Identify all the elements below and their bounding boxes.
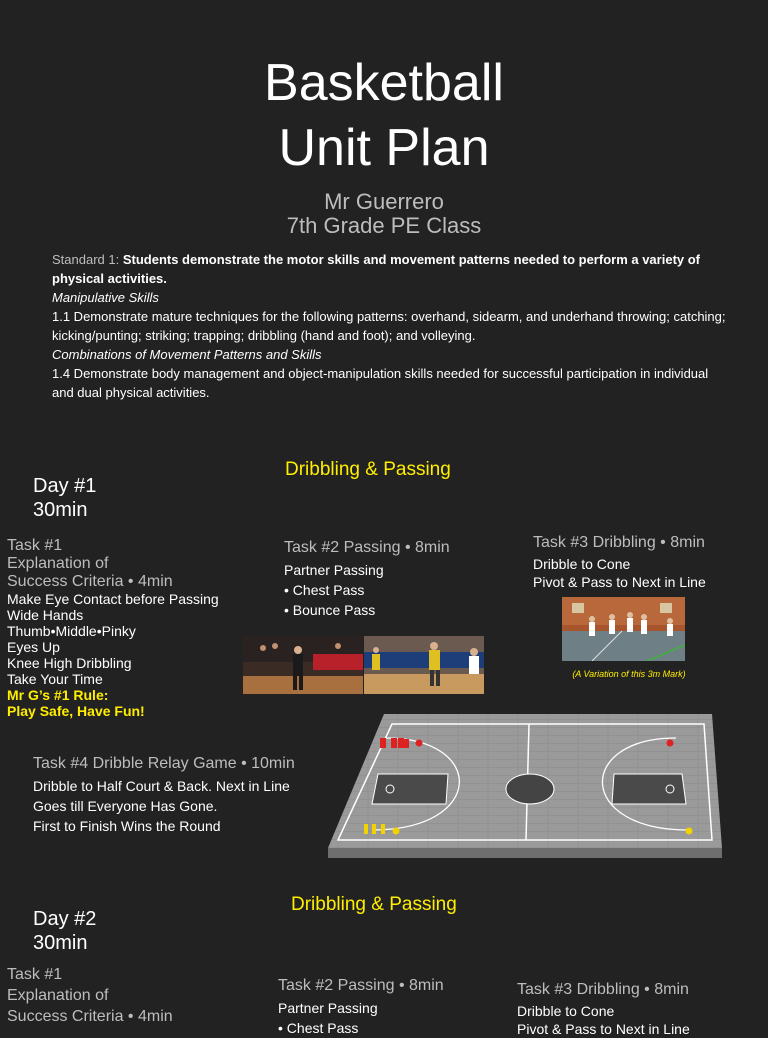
day2-task2-item: Partner Passing <box>278 1000 378 1016</box>
day1-label: Day #1 <box>33 475 97 497</box>
day1-task3-item: Pivot & Pass to Next in Line <box>533 574 706 590</box>
passing-photo-2-graphic <box>364 636 484 694</box>
criteria-item: Make Eye Contact before Passing <box>7 591 219 607</box>
day1-task4-item: Dribble to Half Court & Back. Next in Line <box>33 778 290 794</box>
standard-sub1-text: 1.1 Demonstrate mature techniques for the following patterns: overhand, sidearm, and underhand throwing; catching; kicking/punting; striking; trapping; dribbling (hand and foot); and volleying. <box>52 309 726 343</box>
day2-task2-item: • Chest Pass <box>278 1020 359 1036</box>
page-title-line2: Unit Plan <box>278 119 490 177</box>
standard-sub2-text: 1.4 Demonstrate body management and object-manipulation skills needed for successful participation in individual and dual physical activities. <box>52 366 709 400</box>
dribbling-photo <box>562 597 685 661</box>
day1-task2-header: Task #2 Passing • 8min <box>284 539 450 556</box>
day1-task4 <box>33 755 333 836</box>
standard-sub2-title: Combinations of Movement Patterns and Skills <box>52 347 322 362</box>
dribbling-photo-caption: (A Variation of this 3m Mark) <box>572 669 686 679</box>
day2-task3-item: Dribble to Cone <box>517 1003 615 1019</box>
criteria-item: Thumb•Middle•Pinky <box>7 623 136 639</box>
rule-line1: Mr G’s #1 Rule: <box>7 687 109 703</box>
day2-task2-header: Task #2 Passing • 8min <box>278 977 444 994</box>
day2-task1-line3: Success Criteria • 4min <box>7 1008 173 1025</box>
rule-line2: Play Safe, Have Fun! <box>7 703 145 719</box>
day1-task2 <box>284 539 504 620</box>
day2-task1 <box>7 964 247 1027</box>
criteria-item: Eyes Up <box>7 639 60 655</box>
court-diagram <box>326 712 724 862</box>
page-title: Basketball <box>264 54 504 112</box>
criteria-item: Knee High Dribbling <box>7 655 132 671</box>
day1-task2-item: • Chest Pass <box>284 582 365 598</box>
day1-task3 <box>533 534 763 591</box>
day1-duration: 30min <box>33 499 88 521</box>
day1-task1-line2: Explanation of <box>7 555 109 572</box>
center-circle <box>506 774 554 804</box>
day1-task4-item: First to Finish Wins the Round <box>33 818 221 834</box>
passing-photo-2 <box>364 636 484 694</box>
day1-task4-item: Goes till Everyone Has Gone. <box>33 798 218 814</box>
criteria-item: Wide Hands <box>7 607 84 623</box>
day2-task3-header: Task #3 Dribbling • 8min <box>517 981 689 998</box>
day2-task2 <box>278 977 508 1038</box>
day2-task3 <box>517 981 757 1038</box>
day2-task1-label: Task #1 <box>7 966 63 983</box>
day2-task1-line2: Explanation of <box>7 987 109 1004</box>
standard-statement: Students demonstrate the motor skills and movement patterns needed to perform a variety of physical activities. <box>52 252 701 286</box>
criteria-item: Take Your Time <box>7 671 103 687</box>
day1-section-title: Dribbling & Passing <box>285 459 451 480</box>
day1-task3-header: Task #3 Dribbling • 8min <box>533 534 705 551</box>
passing-photo-1-graphic <box>243 636 363 694</box>
day1-task1-line3: Success Criteria • 4min <box>7 573 173 590</box>
day1-task2-item: Partner Passing <box>284 562 384 578</box>
day2-section-title: Dribbling & Passing <box>291 894 457 915</box>
day1-task1-label: Task #1 <box>7 537 63 554</box>
standard-block <box>52 250 732 402</box>
class-name: 7th Grade PE Class <box>286 213 482 238</box>
passing-photo-1 <box>243 636 363 694</box>
day2-duration: 30min <box>33 932 88 954</box>
standard-label: Standard 1: <box>52 252 123 267</box>
day2-label: Day #2 <box>33 908 97 930</box>
day1-task3-item: Dribble to Cone <box>533 556 631 572</box>
standard-sub1-title: Manipulative Skills <box>52 290 159 305</box>
teacher-name: Mr Guerrero <box>324 189 444 214</box>
dribbling-photo-graphic <box>562 597 685 661</box>
day2-task3-item: Pivot & Pass to Next in Line <box>517 1021 690 1037</box>
day1-task1 <box>7 537 247 719</box>
day1-task4-header: Task #4 Dribble Relay Game • 10min <box>33 755 295 772</box>
day1-task2-item: • Bounce Pass <box>284 602 376 618</box>
